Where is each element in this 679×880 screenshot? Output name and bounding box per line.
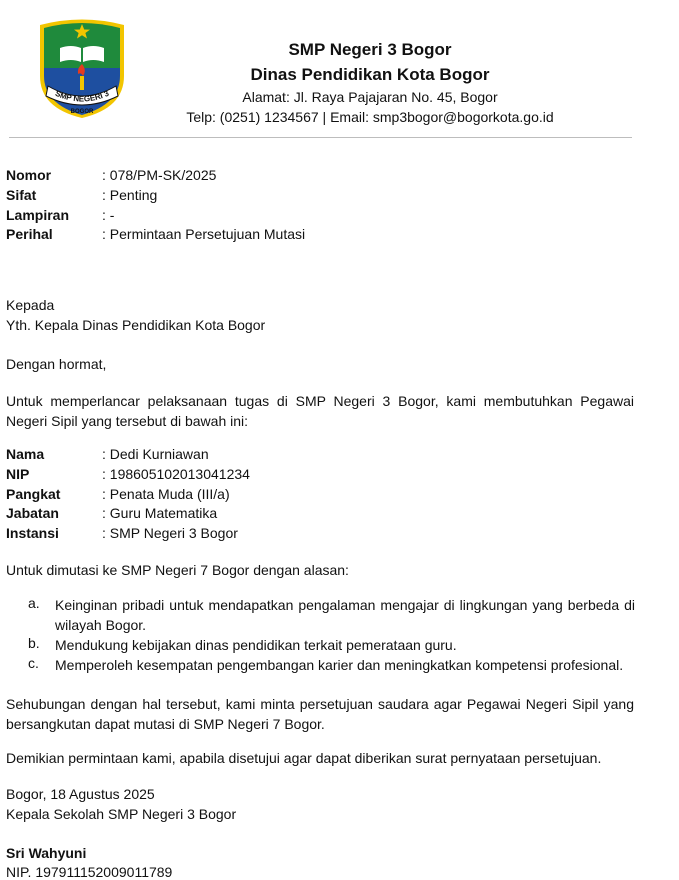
school-logo xyxy=(36,18,128,118)
signature-nip: NIP. 197911152009011789 xyxy=(6,864,173,880)
header-divider xyxy=(9,137,632,138)
school-name: SMP Negeri 3 Bogor xyxy=(288,40,452,59)
list-marker: a. xyxy=(28,595,40,611)
meta-value-lampiran: : - xyxy=(102,207,115,223)
employee-label-nama: Nama xyxy=(6,446,45,462)
list-item-text: Keinginan pribadi untuk mendapatkan pengalaman mengajar di lingkungan yang berbeda di wilayah Bogor. xyxy=(55,597,635,633)
signature-place-date: Bogor, 18 Agustus 2025 xyxy=(6,786,155,802)
logo-city-text: BOGOR xyxy=(70,109,94,115)
employee-value-nip: : 198605102013041234 xyxy=(102,466,250,482)
signature-position: Kepala Sekolah SMP Negeri 3 Bogor xyxy=(6,806,237,822)
agency-name: Dinas Pendidikan Kota Bogor xyxy=(250,65,490,84)
employee-label-pangkat: Pangkat xyxy=(6,486,61,502)
logo-ribbon-text: SMP NEGERI 3 xyxy=(53,88,111,104)
list-item-text: Memperoleh kesempatan pengembangan karier dan meningkatkan kompetensi profesional. xyxy=(55,657,624,673)
meta-value-perihal: : Permintaan Persetujuan Mutasi xyxy=(102,226,306,242)
closing-paragraph: Demikian permintaan kami, apabila disetujui agar dapat diberikan surat pernyataan persetujuan. xyxy=(6,750,602,766)
meta-label-nomor: Nomor xyxy=(6,167,52,183)
signature-name: Sri Wahyuni xyxy=(6,845,87,861)
meta-value-sifat: : Penting xyxy=(102,187,158,203)
greeting: Dengan hormat, xyxy=(6,356,107,372)
employee-value-instansi: : SMP Negeri 3 Bogor xyxy=(102,525,238,541)
employee-value-pangkat: : Penata Muda (III/a) xyxy=(102,486,230,502)
intro-paragraph: Untuk memperlancar pelaksanaan tugas di SMP Negeri 3 Bogor, kami membutuhkan Pegawai Negeri Sipil yang tersebut di bawah ini: xyxy=(6,393,634,429)
meta-label-lampiran: Lampiran xyxy=(6,207,70,223)
meta-label-perihal: Perihal xyxy=(6,226,53,242)
reason-intro: Untuk dimutasi ke SMP Negeri 7 Bogor dengan alasan: xyxy=(6,562,349,578)
school-contact: Telp: (0251) 1234567 | Email: smp3bogor@bogorkota.go.id xyxy=(186,109,554,125)
employee-value-nama: : Dedi Kurniawan xyxy=(102,446,209,462)
employee-value-jabatan: : Guru Matematika xyxy=(102,505,218,521)
request-paragraph: Sehubungan dengan hal tersebut, kami minta persetujuan saudara agar Pegawai Negeri Sipil yang bersangkutan dapat mutasi di SMP Negeri 7 Bogor. xyxy=(6,696,634,732)
recipient-to: Kepada xyxy=(6,297,55,313)
recipient-name: Yth. Kepala Dinas Pendidikan Kota Bogor xyxy=(6,317,266,333)
meta-value-nomor: : 078/PM-SK/2025 xyxy=(102,167,217,183)
school-address: Alamat: Jl. Raya Pajajaran No. 45, Bogor xyxy=(242,89,498,105)
torch-handle xyxy=(80,76,84,90)
employee-label-nip: NIP xyxy=(6,466,30,482)
list-item-text: Mendukung kebijakan dinas pendidikan terkait pemerataan guru. xyxy=(55,637,457,653)
employee-label-jabatan: Jabatan xyxy=(6,505,59,521)
list-marker: c. xyxy=(28,655,39,671)
employee-label-instansi: Instansi xyxy=(6,525,59,541)
meta-label-sifat: Sifat xyxy=(6,187,37,203)
list-marker: b. xyxy=(28,635,40,651)
